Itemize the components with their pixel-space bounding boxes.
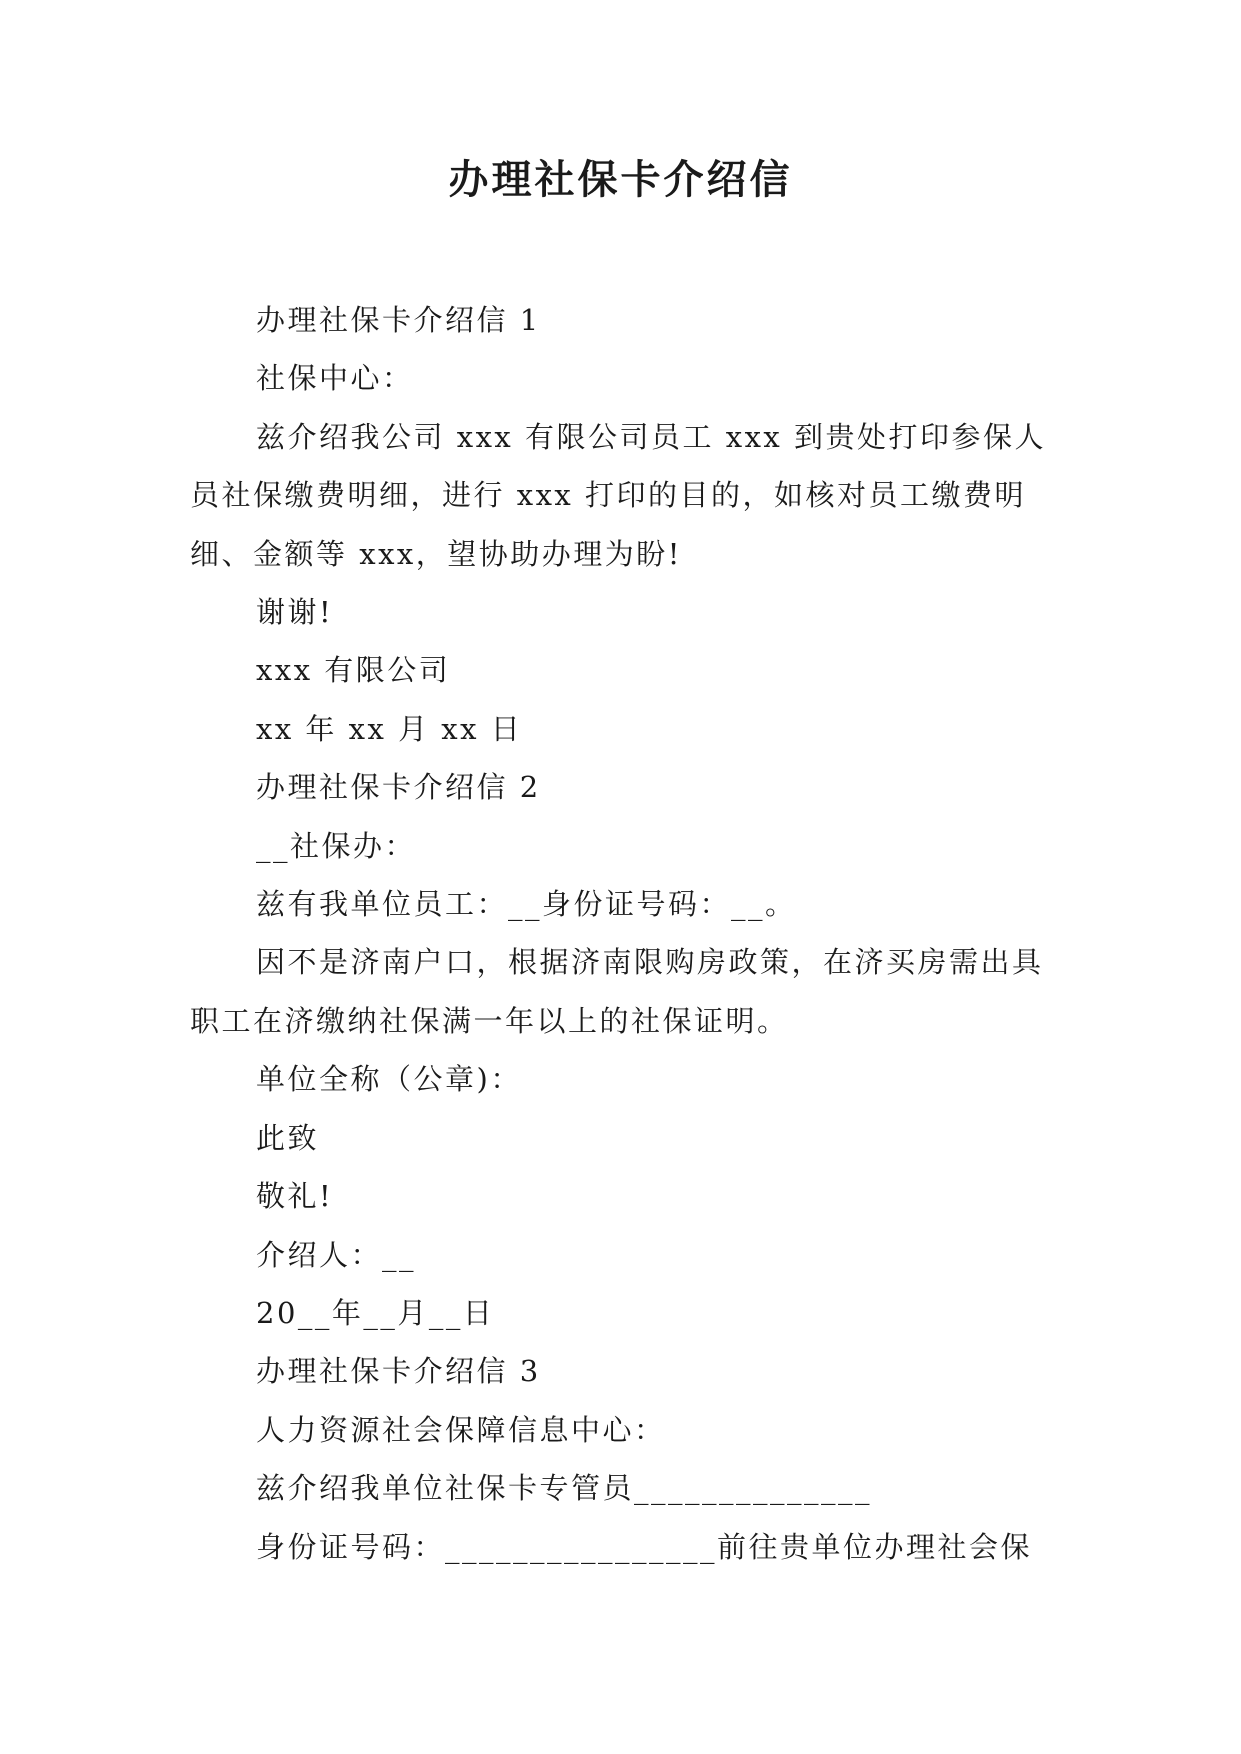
body-paragraph-1: 兹介绍我公司 xxx 有限公司员工 xxx 到贵处打印参保人员社保缴费明细，进行 xxx 打印的目的，如核对员工缴费明细、金额等 xxx，望协助办理为盼! — [190, 419, 1047, 571]
closing-line-1: 此致 — [256, 1120, 320, 1155]
introduction-line: 兹介绍我单位社保卡专管员______________ — [256, 1471, 873, 1506]
section-heading-3: 办理社保卡介绍信 3 — [256, 1354, 541, 1389]
salutation-3: 人力资源社会保障信息中心： — [256, 1412, 666, 1447]
section-heading-2: 办理社保卡介绍信 2 — [256, 770, 541, 805]
document-body — [190, 291, 1052, 1576]
employee-line: 兹有我单位员工：__身份证号码：__。 — [256, 887, 797, 922]
salutation-1: 社保中心： — [256, 361, 414, 396]
id-number-line: 身份证号码：________________前往贵单位办理社会保 — [256, 1529, 1033, 1564]
unit-name-line: 单位全称（公章)： — [256, 1062, 522, 1097]
introducer-line: 介绍人：__ — [256, 1237, 417, 1272]
company-signature: xxx 有限公司 — [256, 653, 451, 688]
document-title: 办理社保卡介绍信 — [448, 157, 793, 203]
date-line-1: xx 年 xx 月 xx 日 — [256, 711, 523, 746]
salutation-2: __社保办： — [256, 828, 417, 863]
section-heading-1: 办理社保卡介绍信 1 — [256, 303, 541, 337]
date-line-2: 20__年__月__日 — [256, 1295, 495, 1330]
closing-line-2: 敬礼! — [256, 1179, 334, 1214]
body-paragraph-2: 因不是济南户口，根据济南限购房政策，在济买房需出具职工在济缴纳社保满一年以上的社保证明。 — [190, 945, 1044, 1038]
thanks-line: 谢谢! — [256, 595, 334, 630]
